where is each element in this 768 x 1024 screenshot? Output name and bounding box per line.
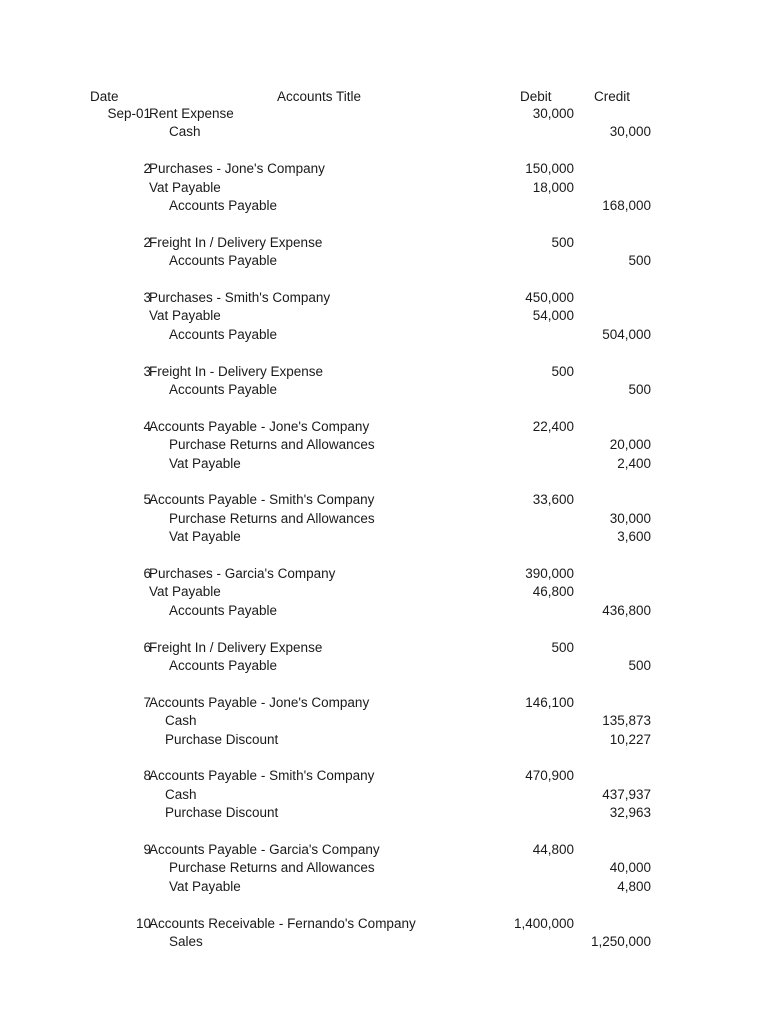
account-title: Accounts Payable - Smith's Company (149, 492, 375, 507)
account-title: Cash (165, 787, 197, 802)
account-title: Purchase Discount (165, 805, 279, 820)
account-title: Purchase Returns and Allowances (169, 511, 375, 526)
account-title: Accounts Payable - Garcia's Company (149, 842, 380, 857)
account-title: Cash (165, 713, 197, 728)
credit-amount: 1,250,000 (590, 934, 651, 949)
account-title: Purchases - Garcia's Company (149, 566, 336, 581)
credit-amount: 500 (628, 382, 651, 397)
table-row (0, 878, 768, 896)
credit-amount: 32,963 (609, 805, 651, 820)
account-title: Vat Payable (149, 180, 221, 195)
debit-amount: 500 (551, 640, 574, 655)
table-row (0, 179, 768, 197)
table-row (0, 767, 768, 785)
credit-amount: 30,000 (609, 124, 651, 139)
account-title: Accounts Receivable - Fernando's Company (149, 916, 416, 931)
entry-date: 8 (143, 768, 151, 783)
account-title: Rent Expense (149, 106, 234, 121)
account-title: Accounts Payable (169, 658, 278, 673)
credit-amount: 3,600 (617, 529, 651, 544)
entry-date: 2 (143, 161, 151, 176)
table-row (0, 565, 768, 583)
debit-amount: 500 (551, 235, 574, 250)
table-row (0, 123, 768, 141)
debit-amount: 500 (551, 364, 574, 379)
table-row (0, 933, 768, 951)
entry-date: Sep-01 (107, 106, 151, 121)
account-title: Purchases - Jone's Company (149, 161, 325, 176)
table-row (0, 915, 768, 933)
entry-date: 9 (143, 842, 151, 857)
credit-amount: 20,000 (609, 437, 651, 452)
entry-date: 2 (143, 235, 151, 250)
account-title: Accounts Payable (169, 382, 278, 397)
account-title: Accounts Payable (169, 198, 278, 213)
table-row (0, 731, 768, 749)
debit-header: Debit (520, 89, 552, 104)
table-row (0, 491, 768, 509)
account-title: Accounts Payable - Jone's Company (149, 695, 370, 710)
account-title: Accounts Payable (169, 253, 278, 268)
credit-amount: 135,873 (602, 713, 651, 728)
account-title: Accounts Payable - Smith's Company (149, 768, 375, 783)
table-row (0, 436, 768, 454)
debit-amount: 390,000 (525, 566, 574, 581)
table-row (0, 859, 768, 877)
table-row (0, 639, 768, 657)
account-title: Vat Payable (169, 456, 241, 471)
debit-amount: 1,400,000 (513, 916, 574, 931)
table-row (0, 694, 768, 712)
table-row (0, 381, 768, 399)
account-title: Purchase Discount (165, 732, 279, 747)
table-row (0, 326, 768, 344)
debit-amount: 46,800 (532, 584, 574, 599)
account-title: Accounts Payable - Jone's Company (149, 419, 370, 434)
table-row (0, 657, 768, 675)
credit-amount: 500 (628, 658, 651, 673)
entry-date: 3 (143, 364, 151, 379)
account-title: Vat Payable (149, 584, 221, 599)
debit-amount: 30,000 (532, 106, 574, 121)
table-row (0, 510, 768, 528)
credit-header: Credit (594, 89, 631, 104)
account-title: Vat Payable (169, 879, 241, 894)
entry-date: 6 (143, 566, 151, 581)
header-row (0, 88, 768, 106)
account-title: Purchases - Smith's Company (149, 290, 331, 305)
account-title: Accounts Payable (169, 327, 278, 342)
account-title: Cash (169, 124, 201, 139)
account-title: Freight In / Delivery Expense (149, 640, 323, 655)
debit-amount: 450,000 (525, 290, 574, 305)
account-title: Purchase Returns and Allowances (169, 860, 375, 875)
table-row (0, 197, 768, 215)
date-header: Date (90, 89, 119, 104)
table-row (0, 602, 768, 620)
table-row (0, 234, 768, 252)
entry-date: 4 (143, 419, 151, 434)
debit-amount: 470,900 (525, 768, 574, 783)
account-title: Freight In - Delivery Expense (149, 364, 324, 379)
credit-amount: 4,800 (617, 879, 651, 894)
credit-amount: 436,800 (602, 603, 651, 618)
credit-amount: 504,000 (602, 327, 651, 342)
credit-amount: 500 (628, 253, 651, 268)
credit-amount: 10,227 (609, 732, 651, 747)
table-row (0, 712, 768, 730)
table-row (0, 418, 768, 436)
debit-amount: 146,100 (525, 695, 574, 710)
account-title: Freight In / Delivery Expense (149, 235, 323, 250)
credit-amount: 168,000 (602, 198, 651, 213)
debit-amount: 22,400 (532, 419, 574, 434)
debit-amount: 33,600 (532, 492, 574, 507)
debit-amount: 44,800 (532, 842, 574, 857)
debit-amount: 54,000 (532, 308, 574, 323)
debit-amount: 150,000 (525, 161, 574, 176)
table-row (0, 252, 768, 270)
credit-amount: 30,000 (609, 511, 651, 526)
table-row (0, 307, 768, 325)
account-title: Accounts Payable (169, 603, 278, 618)
credit-amount: 437,937 (602, 787, 651, 802)
account-title: Sales (169, 934, 203, 949)
table-row (0, 583, 768, 601)
table-row (0, 160, 768, 178)
table-row (0, 105, 768, 123)
table-row (0, 363, 768, 381)
entry-date: 10 (135, 916, 151, 931)
accounts-title-header: Accounts Title (277, 89, 362, 104)
credit-amount: 2,400 (617, 456, 651, 471)
account-title: Vat Payable (149, 308, 221, 323)
table-row (0, 841, 768, 859)
entry-date: 7 (143, 695, 151, 710)
account-title: Purchase Returns and Allowances (169, 437, 375, 452)
table-row (0, 786, 768, 804)
account-title: Vat Payable (169, 529, 241, 544)
entry-date: 5 (143, 492, 151, 507)
entry-date: 6 (143, 640, 151, 655)
table-row (0, 455, 768, 473)
credit-amount: 40,000 (609, 860, 651, 875)
table-row (0, 528, 768, 546)
debit-amount: 18,000 (532, 180, 574, 195)
table-row (0, 804, 768, 822)
table-row (0, 289, 768, 307)
entry-date: 3 (143, 290, 151, 305)
